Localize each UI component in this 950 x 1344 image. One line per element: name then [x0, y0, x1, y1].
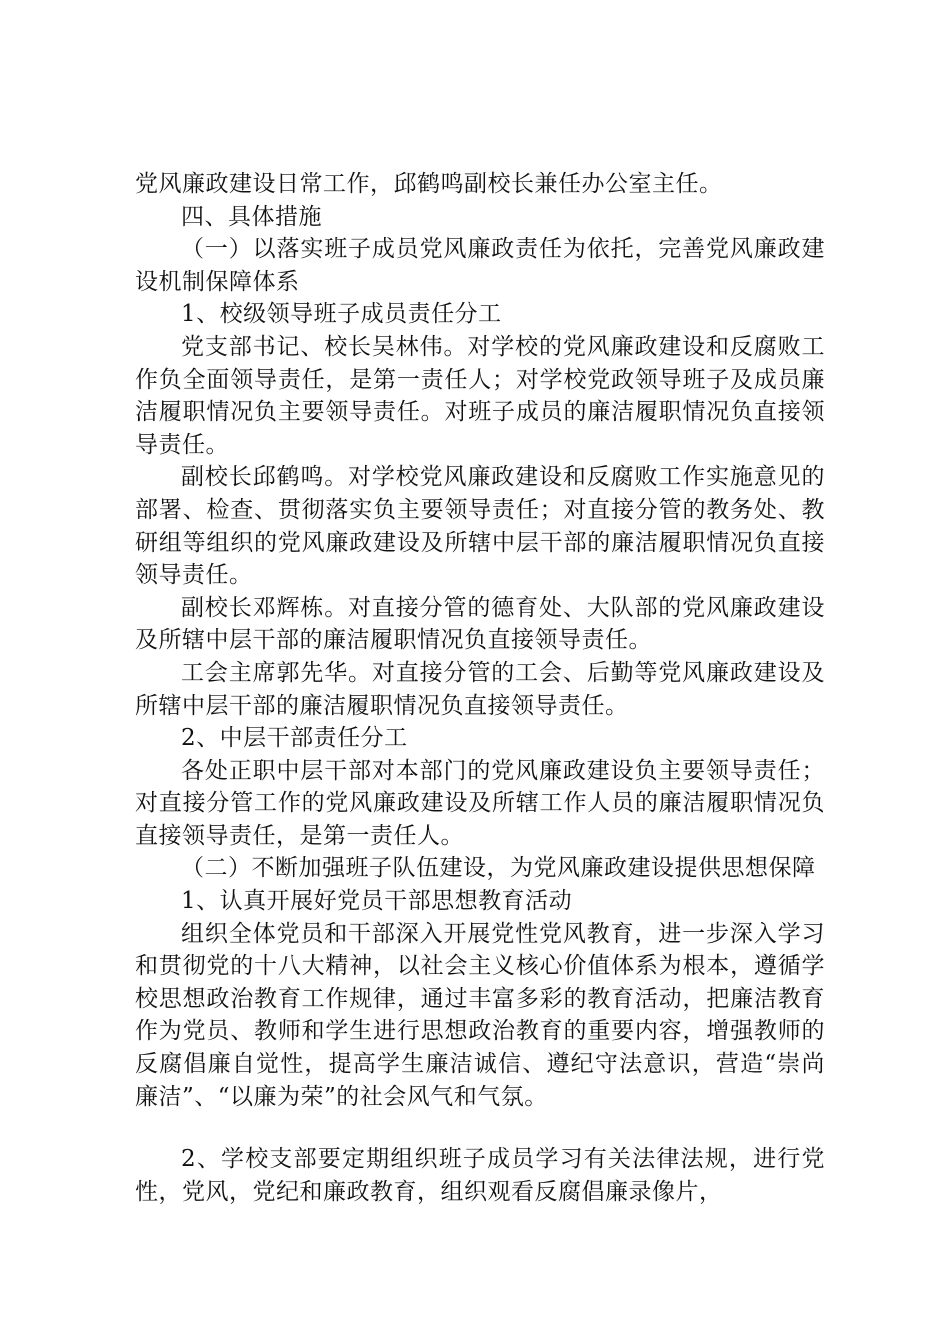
paragraph: 党支部书记、校长吴林伟。对学校的党风廉政建设和反腐败工作负全面领导责任，是第一责任人；对学校党政领导班子及成员廉洁履职情况负主要领导责任。对班子成员的廉洁履职情况负直接领导责任。 — [135, 333, 825, 458]
paragraph: 党风廉政建设日常工作，邱鹤鸣副校长兼任办公室主任。 — [135, 171, 723, 197]
item-heading: 2、中层干部责任分工 — [181, 725, 408, 752]
paragraph: 副校长邱鹤鸣。对学校党风廉政建设和反腐败工作实施意见的部署、检查、贯彻落实负主要领导责任；对直接分管的教务处、教研组等组织的党风廉政建设及所辖中层干部的廉洁履职情况负直接领导责任。 — [135, 464, 825, 589]
section-heading: 四、具体措施 — [181, 203, 322, 230]
document-body — [135, 168, 825, 1208]
paragraph: 副校长邓辉栋。对直接分管的德育处、大队部的党风廉政建设及所辖中层干部的廉洁履职情况负直接领导责任。 — [135, 594, 825, 654]
paragraph: 工会主席郭先华。对直接分管的工会、后勤等党风廉政建设及所辖中层干部的廉洁履职情况负直接领导责任。 — [135, 659, 825, 719]
subsection-heading: （二）不断加强班子队伍建设，为党风廉政建设提供思想保障 — [181, 855, 816, 882]
subsection-heading: （一）以落实班子成员党风廉政责任为依托，完善党风廉政建设机制保障体系 — [135, 236, 825, 295]
item-heading: 1、认真开展好党员干部思想教育活动 — [181, 888, 573, 915]
item-heading: 1、校级领导班子成员责任分工 — [181, 301, 502, 328]
paragraph: 组织全体党员和干部深入开展党性党风教育，进一步深入学习和贯彻党的十八大精神，以社会主义核心价值体系为根本，遵循学校思想政治教育工作规律，通过丰富多彩的教育活动，把廉洁教育作为党员、教师和学生进行思想政治教育的重要内容，增强教师的反腐倡廉自觉性，提高学生廉洁诚信、遵纪守法意识，营造“崇尚廉洁”、“以廉为荣”的社会风气和气氛。 — [135, 920, 825, 1110]
paragraph: 2、学校支部要定期组织班子成员学习有关法律法规，进行党性，党风，党纪和廉政教育，组织观看反腐倡廉录像片， — [135, 1146, 825, 1205]
paragraph: 各处正职中层干部对本部门的党风廉政建设负主要领导责任；对直接分管工作的党风廉政建设及所辖工作人员的廉洁履职情况负直接领导责任，是第一责任人。 — [135, 757, 825, 849]
